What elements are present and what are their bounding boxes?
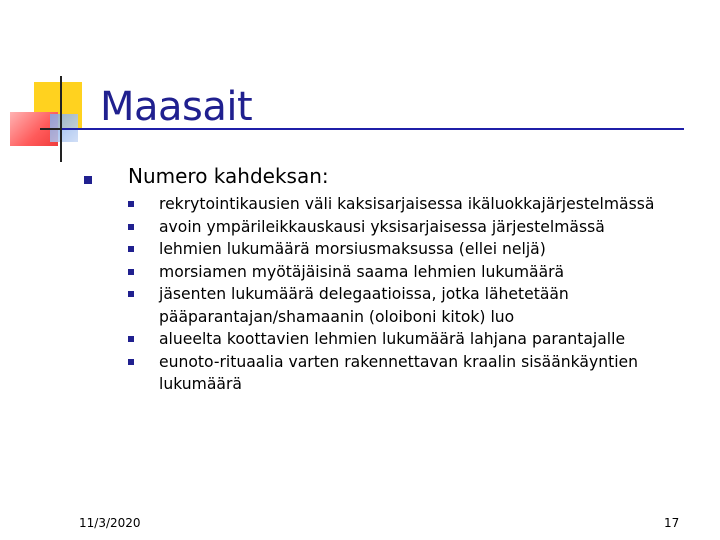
list-item-text: alueelta koottavien lehmien lukumäärä lahjana parantajalle xyxy=(159,330,626,348)
list-item-text: avoin ympärileikkauskausi yksisarjaisessa järjestelmässä xyxy=(159,217,605,236)
list-item-text: lehmien lukumäärä morsiusmaksussa (ellei neljä) xyxy=(159,240,546,258)
list-item xyxy=(128,238,708,261)
square-bullet-icon xyxy=(128,201,134,207)
main-bullet-text: Numero kahdeksan: xyxy=(128,164,329,188)
slide-title: Maasait xyxy=(100,84,253,130)
square-bullet-icon xyxy=(128,359,134,365)
list-item xyxy=(128,283,708,328)
list-item-text: morsiamen myötäjäisinä saama lehmien lukumäärä xyxy=(159,262,565,281)
sub-bullet-list xyxy=(128,193,708,396)
page-number: 17 xyxy=(664,516,680,530)
square-bullet-icon xyxy=(128,336,134,342)
footer-date: 11/3/2020 xyxy=(79,516,141,530)
square-bullet-icon xyxy=(84,176,92,184)
list-item xyxy=(128,261,708,284)
square-bullet-icon xyxy=(128,269,134,275)
list-item-text: eunoto-rituaalia varten rakennettavan kraalin sisäänkäyntien lukumäärä xyxy=(159,352,639,393)
square-bullet-icon xyxy=(128,246,134,252)
list-item xyxy=(128,193,708,216)
list-item-text: rekrytointikausien väli kaksisarjaisessa ikäluokkajärjestelmässä xyxy=(159,195,655,213)
square-bullet-icon xyxy=(128,224,134,230)
list-item-text: jäsenten lukumäärä delegaatioissa, jotka lähetetään pääparantajan/shamaanin (oloiboni kitok) luo xyxy=(159,285,569,326)
list-item xyxy=(128,216,708,239)
list-item xyxy=(128,328,708,351)
logo-vertical-line xyxy=(60,76,62,162)
list-item xyxy=(128,351,708,396)
square-bullet-icon xyxy=(128,291,134,297)
